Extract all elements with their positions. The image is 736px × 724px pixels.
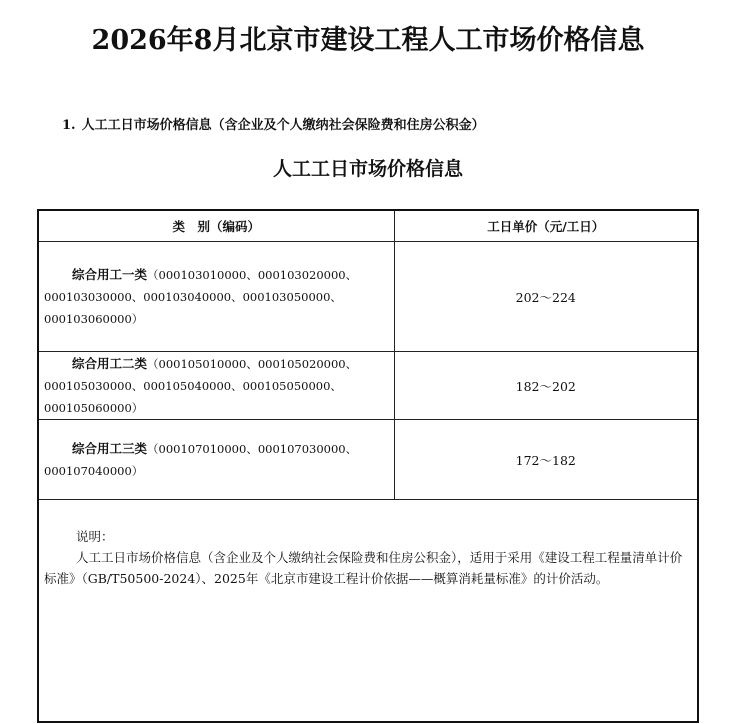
table-row bbox=[38, 242, 698, 352]
category-cell bbox=[38, 242, 394, 352]
note-label: 说明： bbox=[76, 529, 114, 544]
table-row bbox=[38, 420, 698, 500]
document-title: 2026年8月北京市建设工程人工市场价格信息 bbox=[91, 25, 645, 56]
category-cell bbox=[38, 352, 394, 420]
table-header-row bbox=[38, 210, 698, 242]
category-cell bbox=[38, 420, 394, 500]
note-row bbox=[38, 500, 698, 723]
note-cell bbox=[38, 500, 698, 723]
table-title: 人工工日市场价格信息 bbox=[272, 158, 463, 180]
category-codes: （000107010000、000107030000、000107040000） bbox=[44, 441, 358, 478]
section-number: 1. bbox=[62, 118, 76, 133]
category-name: 综合用工三类 bbox=[72, 440, 148, 456]
price-cell: 172～182 bbox=[394, 420, 698, 500]
section-heading-text: 人工工日市场价格信息（含企业及个人缴纳社会保险费和住房公积金） bbox=[81, 118, 485, 133]
header-category: 类 别（编码） bbox=[38, 210, 394, 242]
section-heading bbox=[62, 114, 485, 133]
category-name: 综合用工一类 bbox=[72, 266, 148, 282]
price-cell: 202～224 bbox=[394, 242, 698, 352]
category-name: 综合用工二类 bbox=[72, 355, 148, 371]
table-row bbox=[38, 352, 698, 420]
category-codes: （000105010000、000105020000、000105030000、000105040000、000105050000、000105060000） bbox=[44, 356, 358, 415]
header-price: 工日单价（元/工日） bbox=[394, 210, 698, 242]
price-cell: 182～202 bbox=[394, 352, 698, 420]
note-text: 人工工日市场价格信息（含企业及个人缴纳社会保险费和住房公积金），适用于采用《建设工程工程量清单计价标准》（GB/T50500-2024）、2025年《北京市建设工程计价依据——概算消耗量标准》的计价活动。 bbox=[44, 550, 683, 586]
labor-price-table bbox=[37, 209, 699, 723]
category-codes: （000103010000、000103020000、000103030000、000103040000、000103050000、000103060000） bbox=[44, 267, 358, 326]
